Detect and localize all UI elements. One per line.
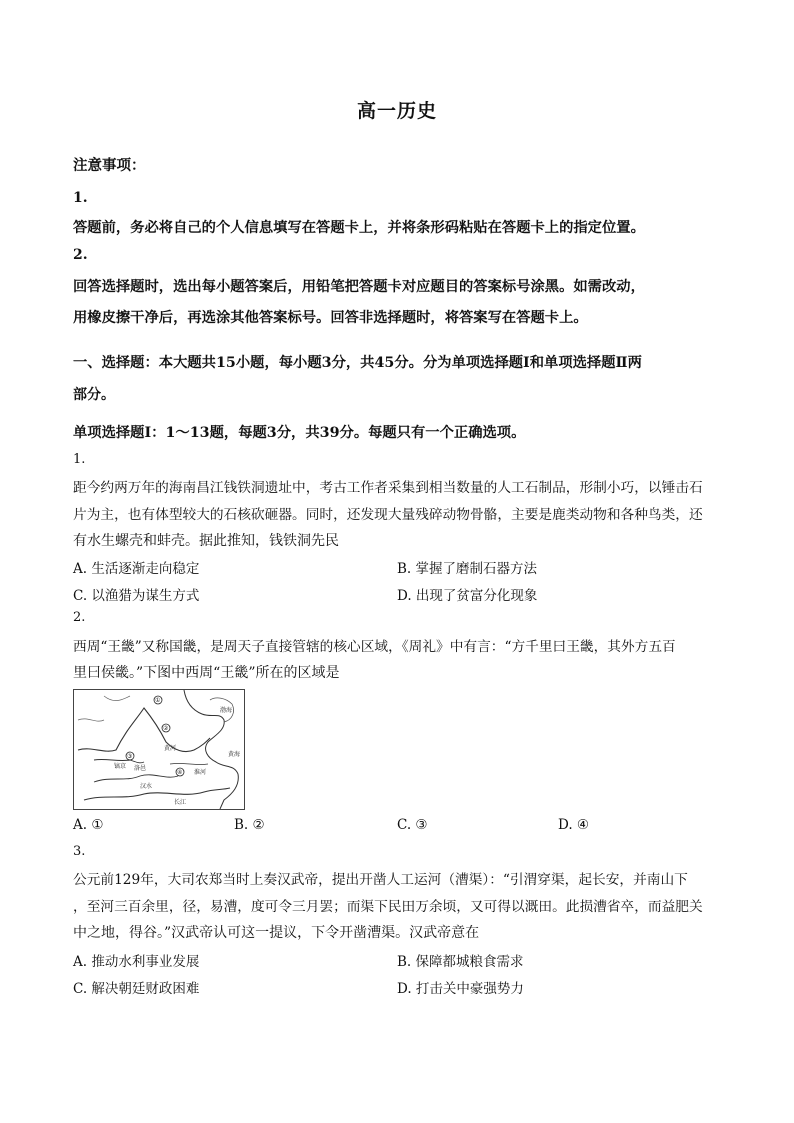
notice-heading: 注意事项： <box>73 157 146 174</box>
notice-num-2: 2. <box>73 247 88 263</box>
map-label-changjiang: 长江 <box>174 799 187 806</box>
western-zhou-map <box>73 689 245 810</box>
map-label-luoyi: 洛邑 <box>134 765 147 772</box>
map-label-huanghai: 黄海 <box>228 751 241 758</box>
page-title: 高一历史 <box>356 100 437 122</box>
terrain-outline <box>78 696 130 721</box>
notice-text-1: 答题前，务必将自己的个人信息填写在答题卡上，并将条形码粘贴在答题卡上的指定位置。 <box>73 220 645 236</box>
map-drawing <box>74 690 244 809</box>
map-label-huaihe: 淮河 <box>194 769 207 776</box>
q1-option-d[interactable]: D. 出现了贫富分化现象 <box>397 588 538 604</box>
q2-number: 2. <box>73 610 86 625</box>
q2-option-d[interactable]: D. ④ <box>558 817 590 833</box>
q1-stem-line3: 有水生螺壳和蚌壳。据此推知，钱铁洞先民 <box>73 533 339 549</box>
map-label-region-1: ① <box>155 697 161 704</box>
q3-option-d[interactable]: D. 打击关中豪强势力 <box>397 981 524 997</box>
map-label-bohai: 渤海 <box>220 707 233 714</box>
yangtze-river <box>84 788 230 800</box>
huai-river <box>170 763 208 764</box>
map-label-hanshui: 汉水 <box>140 783 153 790</box>
q3-stem-line3: 中之地，得谷。”汉武帝认可这一提议，下令开凿漕渠。汉武帝意在 <box>73 925 480 941</box>
q1-stem-line2: 片为主，也有体型较大的石核砍砸器。同时，还发现大量残碎动物骨骼，主要是鹿类动物和各种鸟类，还 <box>73 507 703 523</box>
han-river <box>94 775 178 782</box>
yellow-river <box>78 708 210 752</box>
map-label-region-2: ② <box>163 725 169 732</box>
q2-option-b[interactable]: B. ② <box>234 817 265 833</box>
q3-number: 3. <box>73 844 86 859</box>
q3-stem-line2: ，至河三百余里，径，易漕，度可令三月罢；而渠下民田万余顷，又可得以溉田。此损漕省卒，而益肥关 <box>73 899 703 915</box>
section-subheading: 单项选择题Ⅰ：1～13题，每题3分，共39分。每题只有一个正确选项。 <box>73 425 526 441</box>
map-label-huanghe: 黄河 <box>164 745 177 752</box>
q2-stem-line1: 西周“王畿”又称国畿，是周天子直接管辖的核心区域，《周礼》中有言：“方千里曰王畿，其外方五百 <box>73 639 676 655</box>
notice-text-2a: 回答选择题时，选出每小题答案后，用铅笔把答题卡对应题目的答案标号涂黑。如需改动， <box>73 279 645 295</box>
q2-option-a[interactable]: A. ① <box>73 817 104 833</box>
map-label-haojing: 镐京 <box>114 763 127 770</box>
q3-stem-line1: 公元前129年，大司农郑当时上奏汉武帝，提出开凿人工运河（漕渠）：“引渭穿渠，起长安，并南山下 <box>73 872 688 888</box>
q1-stem-line1: 距今约两万年的海南昌江钱铁洞遗址中，考古工作者采集到相当数量的人工石制品，形制小巧，以锤击石 <box>73 480 703 496</box>
notice-text-2b: 用橡皮擦干净后，再选涂其他答案标号。回答非选择题时，将答案写在答题卡上。 <box>73 310 588 326</box>
section-heading-line2: 部分。 <box>73 387 115 403</box>
notice-num-1: 1. <box>73 190 88 206</box>
section-heading-line1: 一、选择题：本大题共15小题，每小题3分，共45分。分为单项选择题Ⅰ和单项选择题Ⅱ两 <box>73 355 642 371</box>
map-label-region-4: ④ <box>177 769 183 776</box>
map-label-region-3: ③ <box>127 753 133 760</box>
q3-option-b[interactable]: B. 保障都城粮食需求 <box>397 954 524 970</box>
q3-option-a[interactable]: A. 推动水利事业发展 <box>73 954 200 970</box>
q1-option-c[interactable]: C. 以渔猎为谋生方式 <box>73 588 200 604</box>
q1-number: 1. <box>73 452 86 467</box>
q3-option-c[interactable]: C. 解决朝廷财政困难 <box>73 981 200 997</box>
q2-stem-line2: 里曰侯畿。”下图中西周“王畿”所在的区域是 <box>73 665 340 681</box>
q1-option-b[interactable]: B. 掌握了磨制石器方法 <box>397 561 538 577</box>
q2-option-c[interactable]: C. ③ <box>397 817 428 833</box>
q1-option-a[interactable]: A. 生活逐渐走向稳定 <box>73 561 200 577</box>
